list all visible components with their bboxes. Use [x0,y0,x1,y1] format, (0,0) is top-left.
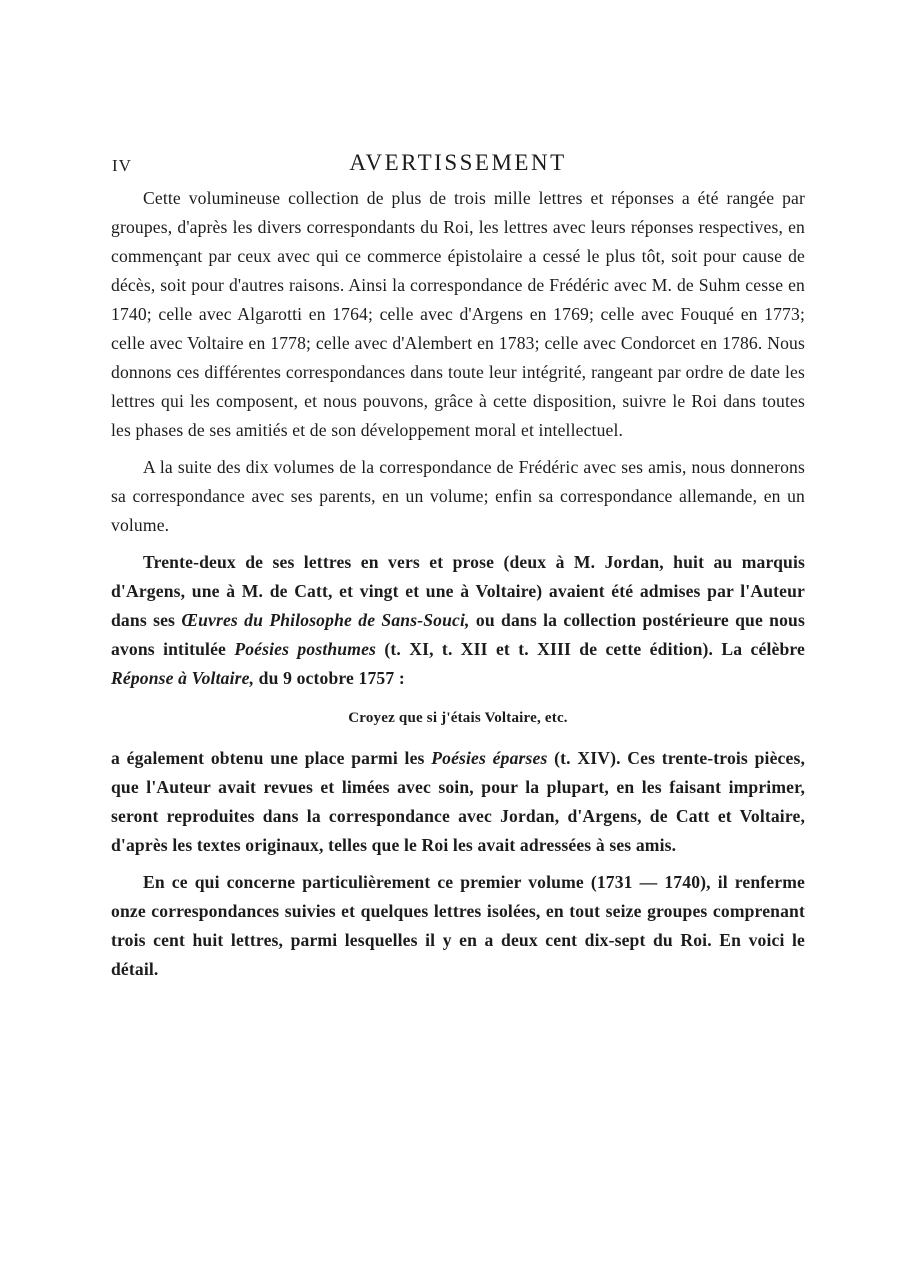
paragraph-3-text-2: ou dans la collection postérieure que nous avons intitulée [111,610,805,659]
paragraph-4-text-2: (t. XIV). Ces trente-trois pièces, que l'Auteur avait revues et limées avec soin, pour la plupart, en les faisant imprimer, seront reproduites dans la correspondance avec Jordan, d'Argens, de Catt et Voltaire, d'après les textes originaux, telles que le Roi les avait adressées à ses amis. [111,748,805,855]
italic-poesies-eparses: Poésies éparses [431,748,548,768]
page-header [111,150,805,180]
paragraph-5: En ce qui concerne particulièrement ce premier volume (1731 — 1740), il renferme onze correspondances suivies et quelques lettres isolées, en tout seize groupes comprenant trois cent huit lettres, parmi lesquelles il y en a deux cent dix-sept du Roi. En voici le détail. [111,872,805,979]
paragraph-3-text-3: (t. XI, t. XII et t. XIII de cette édition). La célèbre [376,639,805,659]
paragraph-4-text-1: a également obtenu une place parmi les [111,748,432,768]
paragraph-4 [111,744,805,860]
paragraph-3-text-4: du 9 octobre 1757 : [254,668,405,688]
page-number: IV [112,156,132,175]
italic-poesies-posthumes: Poésies posthumes [234,639,377,659]
page [111,150,805,992]
italic-reponse-a-voltaire: Réponse à Voltaire, [111,668,255,688]
paragraph-1: Cette volumineuse collection de plus de trois mille lettres et réponses a été rangée par groupes, d'après les divers correspondants du Roi, les lettres avec leurs réponses respectives, en commençant par ceux avec qui ce commerce épistolaire a cessé le plus tôt, soit pour cause de décès, soit pour d'autres raisons. Ainsi la correspondance de Frédéric avec M. de Suhm cesse en 1740; celle avec Algarotti en 1764; celle avec d'Argens en 1769; celle avec Fouqué en 1773; celle avec Voltaire en 1778; celle avec d'Alembert en 1783; celle avec Condorcet en 1786. Nous donnons ces différentes correspondances dans toute leur intégrité, rangeant par ordre de date les lettres qui les composent, et nous pouvons, grâce à cette disposition, suivre le Roi dans toutes les phases de ses amitiés et de son développement moral et intellectuel. [111,188,805,440]
paragraph-2: A la suite des dix volumes de la correspondance de Frédéric avec ses amis, nous donnerons sa correspondance avec ses parents, en un volume; enfin sa correspondance allemande, en un volume. [111,457,805,535]
italic-oeuvres-title: Œuvres du Philosophe de Sans-Souci, [181,610,470,630]
running-title: AVERTISSEMENT [349,150,567,175]
paragraph-3-text-1: Trente-deux de ses lettres en vers et prose (deux à M. Jordan, huit au marquis d'Argens, une à M. de Catt, et vingt et une à Voltaire) avaient été admises par l'Auteur dans ses [111,552,805,630]
quoted-verse: Croyez que si j'étais Voltaire, etc. [348,710,568,726]
paragraph-3 [111,548,805,693]
